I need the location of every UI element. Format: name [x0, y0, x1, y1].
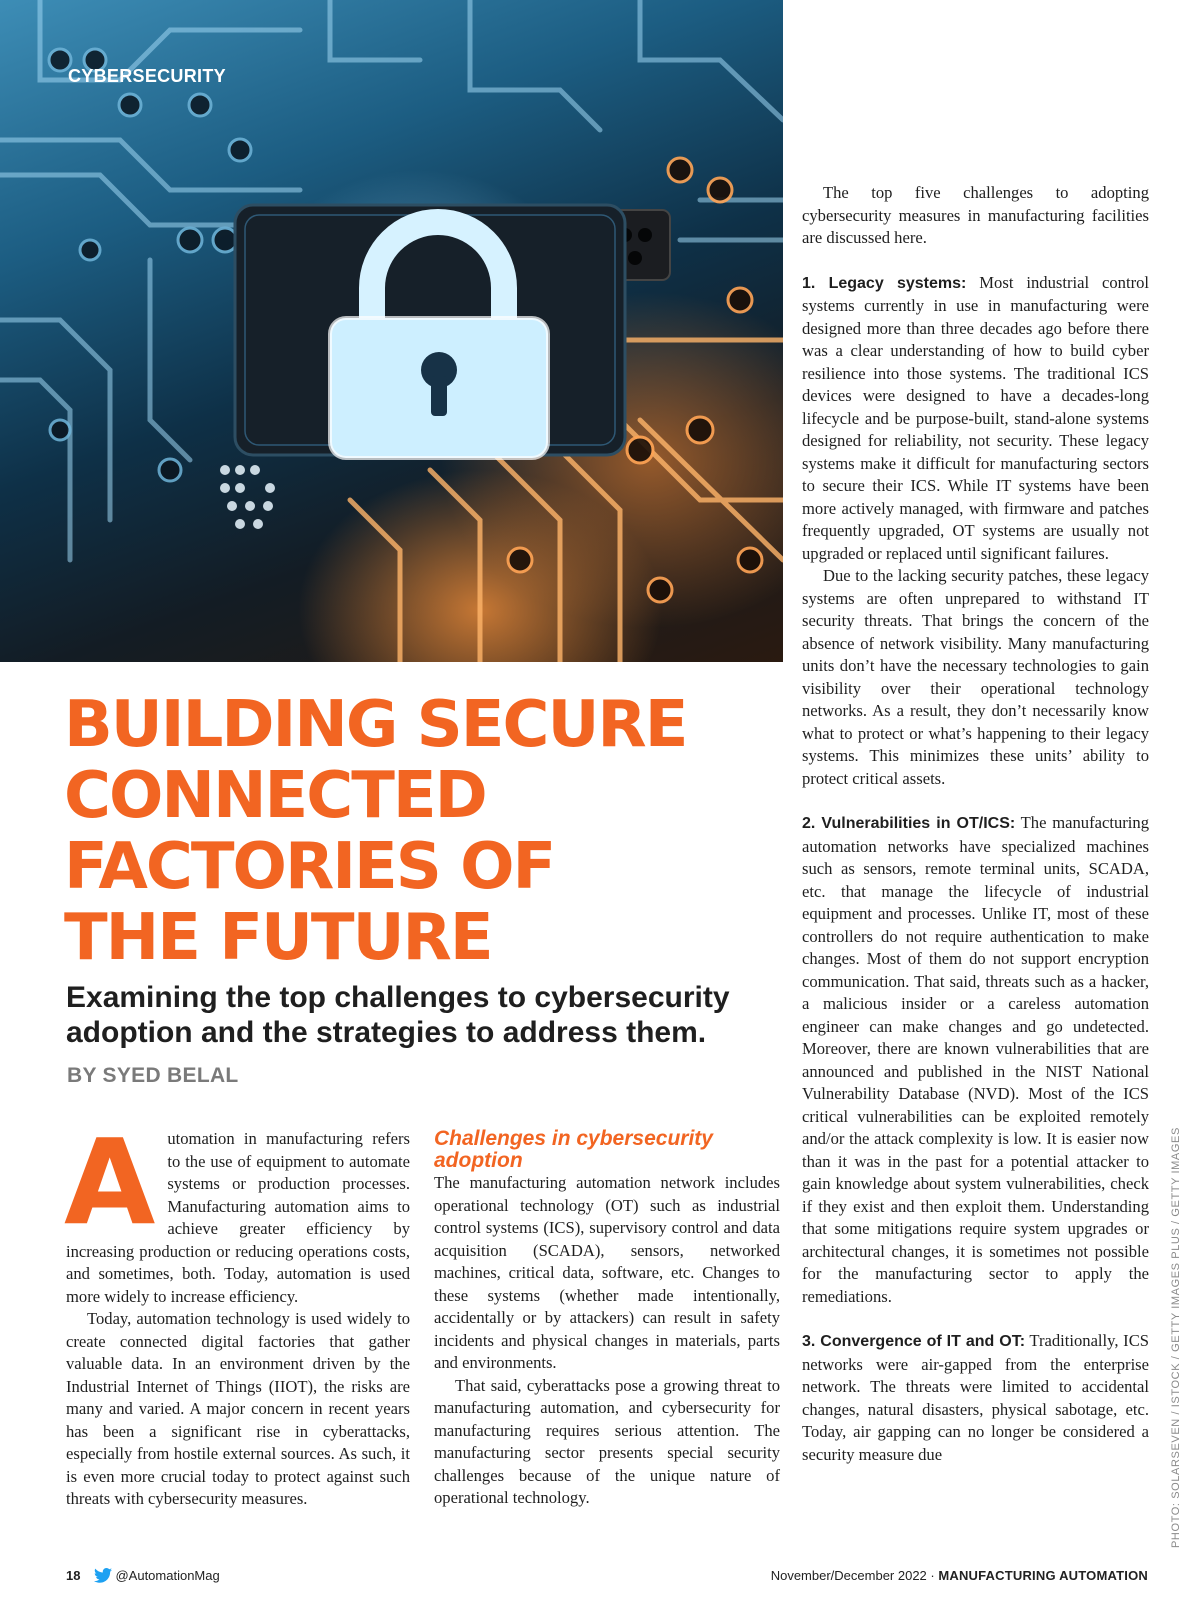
- list-item-legacy-systems: [802, 272, 1149, 566]
- article-headline: [64, 690, 774, 974]
- issue-date: November/December 2022 ·: [770, 1568, 939, 1583]
- body-column-2: [434, 1128, 780, 1510]
- body-column-3: [802, 182, 1149, 1466]
- list-item-lead: 2. Vulnerabilities in OT/ICS:: [802, 815, 1016, 832]
- page-number: 18: [66, 1568, 81, 1583]
- list-item-text: Most industrial control systems currently in use in manufacturing were designed more than three decades ago before there was a clear understanding of how to build cyber resilience into those systems. The traditional ICS devices were designed to have a decades-long lifecycle and be purpose-built, stand-alone systems designed for reliability, not security. These legacy systems make it difficult for manufacturing sectors to secure their ICS. While IT systems have been more actively managed, with firmware and patches frequently upgraded, OT systems are usually not upgraded or replaced until significant failures.: [802, 272, 1150, 563]
- section-heading: Challenges in cybersecurity adoption: [434, 1127, 713, 1172]
- twitter-handle: @AutomationMag: [115, 1568, 220, 1583]
- twitter-bird-icon: [94, 1568, 112, 1583]
- body-column-1: [64, 1113, 410, 1511]
- page-footer: [66, 1568, 1148, 1588]
- section-tag: CYBERSECURITY: [68, 66, 226, 86]
- list-item-text: Traditionally, ICS networks were air-gapped from the enterprise network. The threats were limited to accidental changes, natural disasters, physical sabotage, etc. Today, air gapping can no longer be considered a security measure due: [802, 1331, 1150, 1464]
- byline: BY SYED BELAL: [67, 1064, 239, 1087]
- list-item-lead: 3. Convergence of IT and OT:: [802, 1333, 1026, 1350]
- headline-line-3: FACTORIES OF: [64, 830, 555, 904]
- paragraph-intro: The top five challenges to adopting cybersecurity measures in manufacturing facilities are discussed here.: [802, 183, 1149, 247]
- paragraph: That said, cyberattacks pose a growing threat to manufacturing automation, and cybersecurity for manufacturing requires serious attention. The manufacturing sector presents special security challenges because of the unique nature of operational technology.: [434, 1375, 780, 1507]
- headline-line-2: CONNECTED: [64, 759, 486, 833]
- drop-cap: A: [64, 1113, 156, 1251]
- list-item-lead: 1. Legacy systems:: [802, 274, 967, 292]
- paragraph: The manufacturing automation network includes operational technology (OT) such as industrial control systems (ICS), supervisory control and data acquisition (SCADA), sensors, networked machines, critical data, software, etc. Changes to these systems (whether made intentionally, accidentally or by attackers) can result in safety incidents and physical changes in materials, parts and environments.: [434, 1173, 780, 1372]
- headline-line-1: BUILDING SECURE: [64, 688, 687, 762]
- paragraph: Due to the lacking security patches, these legacy systems are often unprepared to withstand IT security threats. That brings the concern of the absence of network visibility. Many manufacturing units don’t have the necessary technologies to gain visibility over their operational technology networks. As a result, they don’t necessarily know what to protect or what’s happening to their legacy systems. This minimizes these units’ ability to protect critical assets.: [802, 566, 1149, 788]
- article-subtitle: Examining the top challenges to cybersecurity adoption and the strategies to address them.: [66, 981, 730, 1049]
- issue-info: [771, 1568, 1148, 1583]
- magazine-name: MANUFACTURING AUTOMATION: [938, 1568, 1148, 1583]
- circuit-board-illustration: [0, 0, 783, 662]
- photo-credit: PHOTO: SOLARSEVEN / ISTOCK / GETTY IMAGES PLUS / GETTY IMAGES: [1170, 1127, 1182, 1548]
- list-item-vulnerabilities: [802, 812, 1149, 1308]
- list-item-convergence: [802, 1330, 1149, 1466]
- headline-line-4: THE FUTURE: [64, 901, 492, 975]
- paragraph: Today, automation technology is used widely to create connected digital factories that gather valuable data. In an environment driven by the Industrial Internet of Things (IIOT), the risks are many and varied. A major concern in recent years has been a significant rise in cyberattacks, especially from hostile external sources. As such, it is even more crucial today to protect against such threats with cybersecurity measures.: [66, 1309, 410, 1508]
- twitter-link[interactable]: [94, 1568, 219, 1583]
- paragraph-text: utomation in manufacturing refers to the use of equipment to automate systems or production processes. Manufacturing automation aims to achieve greater efficiency by increasing production or reducing operations costs, and sometimes, both. Today, automation is used more widely to increase efficiency.: [66, 1129, 410, 1306]
- hero-image: [0, 0, 783, 662]
- list-item-text: The manufacturing automation networks have specialized machines such as sensors, remote terminal units, SCADA, etc. that manage the lifecycle of industrial equipment and processes. Unlike IT, most of these controllers do not require authentication to make changes. Most of them do not support encryption communication. That said, threats such as a hacker, a malicious insider or a careless automation engineer can make changes and go undetected. Moreover, there are known vulnerabilities that are announced and published in the NIST National Vulnerability Database (NVD). Most of the ICS critical vulnerabilities can be exploited remotely and/or the attack complexity is low. It is easier now than it was in the past for a potential attacker to gain knowledge about system vulnerabilities, check if they exist and then exploit them. Understanding that some mitigations require system upgrades or architectural changes, it is sometimes not possible for the manufacturing sector to apply the remediations.: [802, 813, 1149, 1306]
- paragraph-intro: [64, 1113, 410, 1308]
